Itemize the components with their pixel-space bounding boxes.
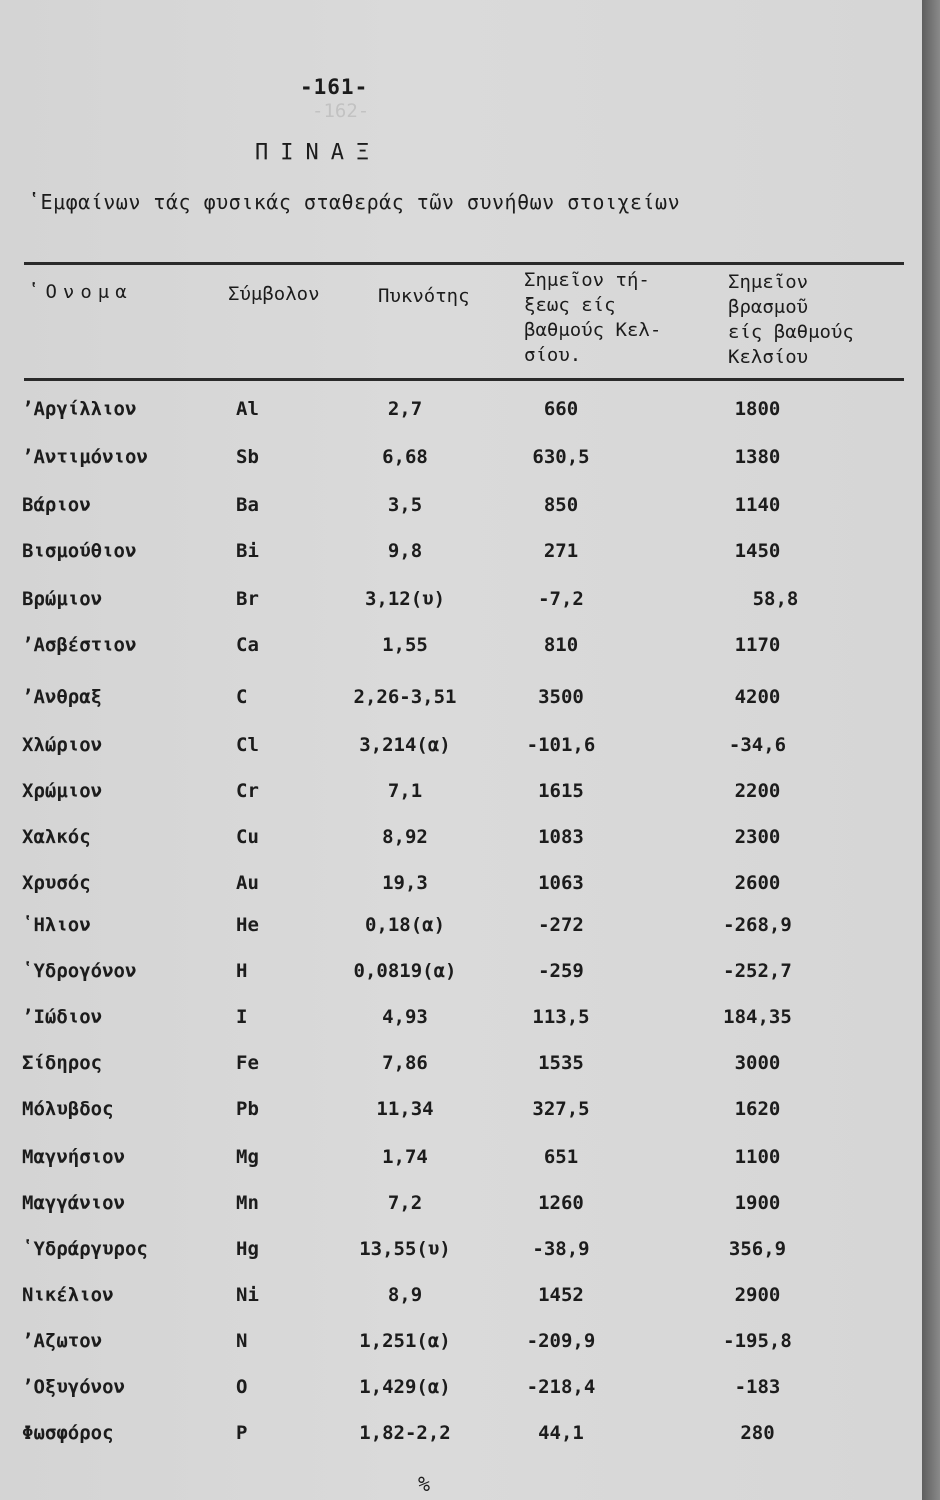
table-row [0, 1006, 920, 1050]
bleed-page-number: -162- [312, 100, 370, 122]
element-boiling-point: 3000 [734, 1052, 781, 1074]
element-melting-point: 651 [543, 1146, 579, 1168]
element-density: 3,214(α) [359, 734, 451, 756]
element-boiling-point: -268,9 [723, 914, 792, 936]
element-boiling-point: 184,35 [723, 1006, 792, 1028]
element-melting-point: 271 [543, 540, 579, 562]
element-symbol: P [236, 1422, 248, 1444]
table-row [0, 634, 920, 678]
table-top-rule [24, 262, 904, 265]
element-name: ʼΙώδιον [22, 1006, 103, 1028]
element-melting-point: -272 [538, 914, 584, 936]
element-name: Χρυσός [22, 872, 91, 894]
element-name: ʼΑζωτον [22, 1330, 103, 1352]
table-row [0, 588, 920, 632]
element-name: Χαλκός [22, 826, 91, 848]
element-boiling-point: 58,8 [752, 588, 799, 610]
page-edge-shadow [922, 0, 940, 1500]
header-boiling [728, 270, 854, 370]
element-symbol: Ca [236, 634, 259, 656]
element-name: ʼΟξυγόνον [22, 1376, 125, 1398]
table-caption: ʽΕμφαίνων τάς φυσικάς σταθεράς τῶν συνήθων στοιχείων [28, 190, 681, 214]
element-melting-point: -218,4 [526, 1376, 596, 1398]
element-symbol: I [236, 1006, 248, 1028]
element-symbol: Bi [236, 540, 259, 562]
table-row [0, 960, 920, 1004]
element-boiling-point: 1170 [734, 634, 781, 656]
element-name: Μαγνήσιον [22, 1146, 125, 1168]
table-row [0, 780, 920, 824]
element-name: ʼΑντιμόνιον [22, 446, 148, 468]
element-boiling-point: 1100 [734, 1146, 781, 1168]
element-melting-point: -38,9 [532, 1238, 590, 1260]
element-melting-point: -101,6 [526, 734, 596, 756]
header-boiling-line: Κελσίου [728, 346, 809, 368]
element-symbol: N [236, 1330, 248, 1352]
table-row [0, 540, 920, 584]
element-density: 2,26-3,51 [353, 686, 457, 708]
table-row [0, 398, 920, 442]
element-name: ʼΑσβέστιον [22, 634, 137, 656]
element-density: 0,0819(α) [353, 960, 457, 982]
element-density: 1,55 [382, 634, 428, 656]
element-symbol: Au [236, 872, 259, 894]
element-symbol: He [236, 914, 259, 936]
header-melting-line: βαθμούς Κελ- [524, 319, 662, 341]
page-title: ΠΙΝΑΞ [255, 140, 382, 165]
element-boiling-point: -34,6 [728, 734, 787, 756]
element-name: Χρώμιον [22, 780, 103, 802]
element-melting-point: -7,2 [538, 588, 584, 610]
header-density: Πυκνότης [378, 285, 470, 307]
table-row [0, 1098, 920, 1142]
element-boiling-point: -252,7 [723, 960, 792, 982]
table-row [0, 914, 920, 958]
element-density: 7,1 [387, 780, 423, 802]
table-row [0, 1330, 920, 1374]
element-density: 19,3 [382, 872, 428, 894]
element-melting-point: 1083 [538, 826, 584, 848]
header-melting-line: ξεως είς [524, 294, 616, 316]
element-density: 1,429(α) [359, 1376, 451, 1398]
element-symbol: Fe [236, 1052, 259, 1074]
table-header-rule [24, 378, 904, 381]
element-name: Νικέλιον [22, 1284, 114, 1306]
table-row [0, 1376, 920, 1420]
element-symbol: O [236, 1376, 248, 1398]
element-name: ʼΑνθραξ [22, 686, 103, 708]
element-symbol: Mg [236, 1146, 259, 1168]
element-symbol: Cu [236, 826, 259, 848]
element-melting-point: 630,5 [532, 446, 590, 468]
element-melting-point: 3500 [538, 686, 584, 708]
element-density: 2,7 [387, 398, 423, 420]
header-melting [524, 268, 661, 368]
element-density: 7,2 [387, 1192, 423, 1214]
element-melting-point: 327,5 [532, 1098, 590, 1120]
element-density: 1,82-2,2 [359, 1422, 451, 1444]
element-boiling-point: 1380 [734, 446, 781, 468]
element-melting-point: 1452 [538, 1284, 584, 1306]
element-boiling-point: 2300 [734, 826, 781, 848]
element-melting-point: 1063 [538, 872, 584, 894]
header-symbol: Σύμβολον [228, 283, 320, 305]
element-symbol: C [236, 686, 248, 708]
element-boiling-point: 280 [740, 1422, 775, 1444]
element-name: Μόλυβδος [22, 1098, 114, 1120]
element-symbol: Ba [236, 494, 259, 516]
element-name: Φωσφόρος [22, 1422, 114, 1444]
element-density: 3,5 [387, 494, 423, 516]
table-row [0, 1146, 920, 1190]
element-symbol: Hg [236, 1238, 259, 1260]
header-boiling-line: Σημεῖον [728, 271, 809, 293]
table-row [0, 1284, 920, 1328]
element-name: Σίδηρος [22, 1052, 103, 1074]
element-melting-point: 113,5 [532, 1006, 590, 1028]
element-symbol: Cl [236, 734, 259, 756]
table-row [0, 494, 920, 538]
table-row [0, 1192, 920, 1236]
header-melting-line: Σημεῖον τή- [524, 269, 650, 291]
element-density: 4,93 [382, 1006, 428, 1028]
element-melting-point: 1260 [538, 1192, 584, 1214]
element-density: 8,9 [387, 1284, 423, 1306]
header-boiling-line: είς βαθμούς [728, 321, 854, 343]
table-row [0, 734, 920, 778]
table-row [0, 1238, 920, 1282]
element-symbol: H [236, 960, 248, 982]
element-melting-point: 1615 [538, 780, 584, 802]
element-symbol: Pb [236, 1098, 259, 1120]
element-symbol: Mn [236, 1192, 259, 1214]
element-boiling-point: 2200 [734, 780, 781, 802]
element-density: 11,34 [376, 1098, 434, 1120]
element-melting-point: 660 [543, 398, 579, 420]
header-boiling-line: βρασμοῦ [728, 296, 809, 318]
table-row [0, 872, 920, 916]
header-name: ʽΟνομα [28, 281, 133, 303]
table-row [0, 826, 920, 870]
table-row [0, 1052, 920, 1096]
element-symbol: Ni [236, 1284, 259, 1306]
header-melting-line: σίου. [524, 344, 582, 366]
element-density: 6,68 [382, 446, 428, 468]
element-boiling-point: 1140 [734, 494, 781, 516]
element-name: Μαγγάνιον [22, 1192, 125, 1214]
element-name: Βάριον [22, 494, 91, 516]
element-boiling-point: 1800 [734, 398, 781, 420]
table-row [0, 686, 920, 730]
element-density: 8,92 [382, 826, 428, 848]
element-melting-point: 44,1 [538, 1422, 584, 1444]
element-name: ʽΥδρογόνον [22, 960, 137, 982]
element-name: ʽΥδράργυρος [22, 1238, 148, 1260]
element-melting-point: 1535 [538, 1052, 584, 1074]
element-melting-point: 850 [543, 494, 579, 516]
element-symbol: Sb [236, 446, 259, 468]
element-boiling-point: 1620 [734, 1098, 781, 1120]
element-density: 3,12(υ) [364, 588, 446, 610]
element-name: ʼΑργίλλιον [22, 398, 137, 420]
element-melting-point: 810 [543, 634, 579, 656]
element-density: 7,86 [382, 1052, 428, 1074]
element-density: 1,74 [382, 1146, 428, 1168]
element-boiling-point: 1450 [734, 540, 781, 562]
element-name: Βρώμιον [22, 588, 103, 610]
element-density: 0,18(α) [364, 914, 446, 936]
table-row [0, 446, 920, 490]
element-boiling-point: 2600 [734, 872, 781, 894]
element-boiling-point: 4200 [734, 686, 781, 708]
element-name: Χλώριον [22, 734, 103, 756]
element-density: 1,251(α) [359, 1330, 451, 1352]
element-melting-point: -259 [538, 960, 584, 982]
element-boiling-point: -195,8 [723, 1330, 792, 1352]
element-symbol: Br [236, 588, 259, 610]
element-boiling-point: 1900 [734, 1192, 781, 1214]
element-boiling-point: -183 [734, 1376, 781, 1398]
element-symbol: Al [236, 398, 259, 420]
element-name: Βισμούθιον [22, 540, 137, 562]
element-boiling-point: 2900 [734, 1284, 781, 1306]
element-melting-point: -209,9 [526, 1330, 596, 1352]
page-number: -161- [300, 75, 369, 99]
element-density: 9,8 [387, 540, 423, 562]
table-row [0, 1422, 920, 1466]
element-name: ʽΗλιον [22, 914, 91, 936]
element-density: 13,55(υ) [359, 1238, 451, 1260]
element-symbol: Cr [236, 780, 259, 802]
footer-mark: % [418, 1472, 431, 1496]
element-boiling-point: 356,9 [728, 1238, 787, 1260]
